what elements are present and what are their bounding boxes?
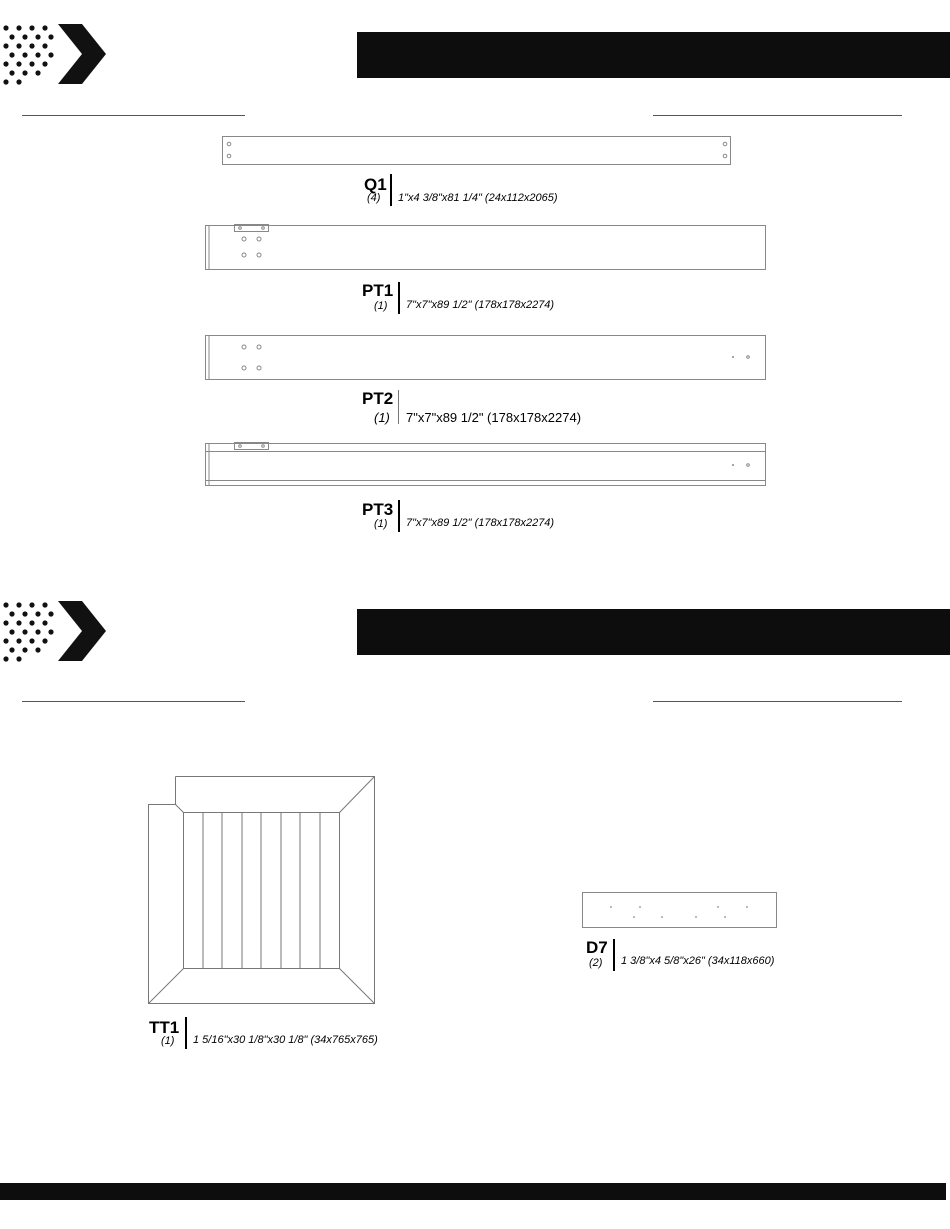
part-qty-d7: (2) xyxy=(589,957,603,969)
part-dims-pt1: 7"x7"x89 1/2" (178x178x2274) xyxy=(406,299,555,311)
part-qty-pt3: (1) xyxy=(374,518,388,530)
part-pt1-drawing xyxy=(205,224,767,272)
part-code-tt1: TT1 xyxy=(149,1018,180,1037)
part-dims-pt3: 7"x7"x89 1/2" (178x178x2274) xyxy=(406,517,555,529)
divider-right xyxy=(653,115,902,116)
part-pt2-drawing xyxy=(205,335,767,381)
part-q1-drawing xyxy=(222,136,732,166)
part-code-q1: Q1 xyxy=(364,175,387,194)
label-separator xyxy=(398,500,400,532)
part-qty-tt1: (1) xyxy=(161,1035,175,1047)
part-d7-drawing xyxy=(582,892,778,930)
section-header-banner xyxy=(357,609,950,655)
part-code-d7: D7 xyxy=(586,938,608,957)
divider-left xyxy=(22,115,245,116)
part-dims-q1: 1"x4 3/8"x81 1/4" (24x112x2065) xyxy=(398,192,558,204)
label-separator xyxy=(398,390,399,424)
part-pt3-drawing xyxy=(205,442,767,488)
label-separator xyxy=(398,282,400,314)
divider-right xyxy=(653,701,902,702)
part-code-pt3: PT3 xyxy=(362,500,394,519)
part-tt1-drawing xyxy=(147,776,377,1006)
part-code-pt1: PT1 xyxy=(362,281,394,300)
label-separator xyxy=(613,939,615,971)
section-header-banner xyxy=(357,32,950,78)
part-dims-tt1: 1 5/16"x30 1/8"x30 1/8" (34x765x765) xyxy=(193,1034,378,1046)
part-code-pt2: PT2 xyxy=(362,389,394,408)
divider-left xyxy=(22,701,245,702)
part-qty-pt2: (1) xyxy=(374,410,390,425)
part-qty-q1: (4) xyxy=(367,192,381,204)
chevron-logo-icon xyxy=(0,22,110,86)
label-separator xyxy=(185,1017,187,1049)
chevron-logo-icon xyxy=(0,599,110,663)
part-dims-d7: 1 3/8"x4 5/8"x26" (34x118x660) xyxy=(621,955,775,967)
footer-bar xyxy=(0,1183,946,1200)
part-qty-pt1: (1) xyxy=(374,300,388,312)
part-dims-pt2: 7"x7"x89 1/2" (178x178x2274) xyxy=(406,410,582,425)
label-separator xyxy=(390,174,392,206)
